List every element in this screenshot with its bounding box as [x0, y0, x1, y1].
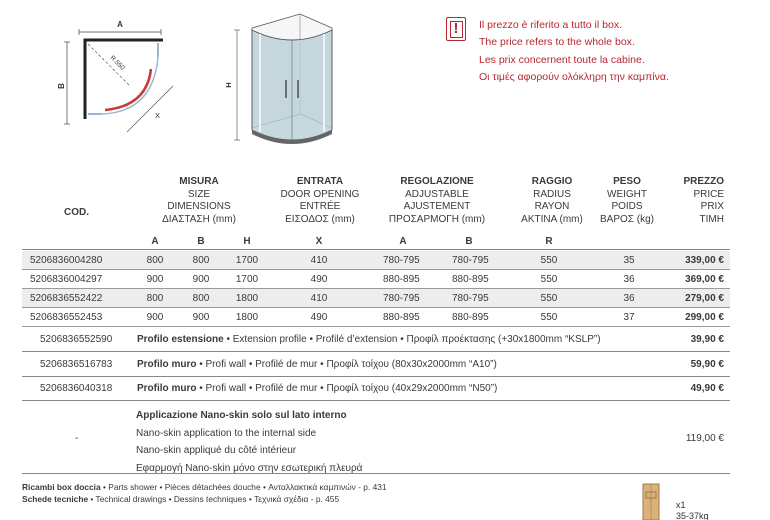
package-info: [676, 500, 709, 520]
accessory-row: 5206836040318 Profilo muro • Profi wall • Profilé de mur • Προφίλ τοίχου (40x29x2000mm “N50”) 49,90 €: [22, 379, 730, 401]
footer-parts-line: Ricambi box doccia • Parts shower • Pièces détachées douche • Ανταλλακτικά καμπινών - p. 431: [22, 482, 387, 492]
header-regolazione: REGOLAZIONE ADJUSTABLE AJUSTEMENT ΠΡΟΣΑΡΜΟΓΗ (mm): [388, 176, 486, 225]
header-sub-ra: A: [399, 236, 407, 247]
radius-label: R.550: [108, 54, 126, 72]
nano-line-en: Nano-skin application to the internal side: [136, 427, 317, 439]
header-raggio: RAGGIO RADIUS RAYON ΑΚΤΙΝΑ (mm): [521, 176, 583, 225]
accessory-row: 5206836552590 Profilo estensione • Extension profile • Profilé d’extension • Προφίλ προέκτασης (+30x1800mm “KSLP”) 39,90 €: [22, 330, 730, 352]
header-sub-a: A: [151, 236, 159, 247]
nano-line-gr: Εφαρμογή Nano-skin μόνο στην εσωτερική πλευρά: [136, 462, 363, 474]
table-row: 5206836552453 900 900 1800 490 880-895 880-895 550 37 299,00 €: [22, 308, 730, 327]
nano-code: -: [75, 433, 79, 444]
header-entrata: ENTRATA DOOR OPENING ENTRÉE ΕΙΣΟΔΟΣ (mm): [280, 176, 360, 225]
warning-exclamation-icon: !: [446, 17, 466, 41]
plan-drawing: [55, 14, 185, 159]
nano-line-fr: Nano-skin appliqué du côté intérieur: [136, 445, 297, 456]
package-qty: x1: [676, 500, 686, 510]
product-table: [22, 176, 730, 474]
shower-3d-drawing: [222, 10, 342, 160]
header-peso: PESO WEIGHT POIDS ΒΑΡΟΣ (kg): [600, 176, 654, 225]
header-cod: COD.: [64, 207, 89, 218]
footer-references: [22, 482, 387, 505]
header-sub-x: X: [315, 236, 323, 247]
accessory-row: 5206836516783 Profilo muro • Profi wall • Profilé de mur • Προφίλ τοίχου (80x30x2000mm “A10”) 59,90 €: [22, 355, 730, 377]
header-sub-h: H: [243, 236, 251, 247]
notice-line-fr: Les prix concernent toute la cabine.: [479, 53, 645, 66]
table-row: 5206836004297 900 900 1700 490 880-895 880-895 550 36 369,00 €: [22, 270, 730, 289]
dim-h-label: H: [224, 82, 233, 88]
package-weight: 35-37kg: [676, 511, 709, 520]
nano-skin-row: [22, 402, 730, 474]
package-box-icon: [640, 482, 662, 520]
nano-price: 119,00 €: [685, 433, 724, 444]
header-prezzo: PREZZO PRICE PRIX ΤΙΜΗ: [683, 176, 724, 225]
notice-line-it: Il prezzo è riferito a tutto il box.: [479, 19, 622, 31]
header-sub-b: B: [197, 236, 205, 247]
nano-line-it: Applicazione Nano-skin solo sul lato interno: [136, 410, 347, 421]
table-header: [22, 176, 730, 250]
footer-drawings-line: Schede tecniche • Technical drawings • Dessins techniques • Τεχνικά σχέδια - p. 455: [22, 493, 340, 504]
header-misura: MISURA SIZE DIMENSIONS ΔΙΑΣΤΑΣΗ (mm): [162, 176, 236, 225]
table-row: 5206836004280 800 800 1700 410 780-795 780-795 550 35 339,00 €: [22, 251, 730, 270]
dim-x-label: X: [155, 111, 161, 120]
notice-line-en: The price refers to the whole box.: [479, 36, 635, 49]
dim-a-label: A: [117, 20, 123, 29]
notice-line-gr: Οι τιμές αφορούν ολόκληρη την καμπίνα.: [479, 70, 669, 83]
dim-b-label: B: [57, 83, 66, 89]
header-sub-r: R: [545, 236, 553, 247]
header-sub-rb: B: [465, 236, 473, 247]
table-row: 5206836552422 800 800 1800 410 780-795 780-795 550 36 279,00 €: [22, 289, 730, 308]
